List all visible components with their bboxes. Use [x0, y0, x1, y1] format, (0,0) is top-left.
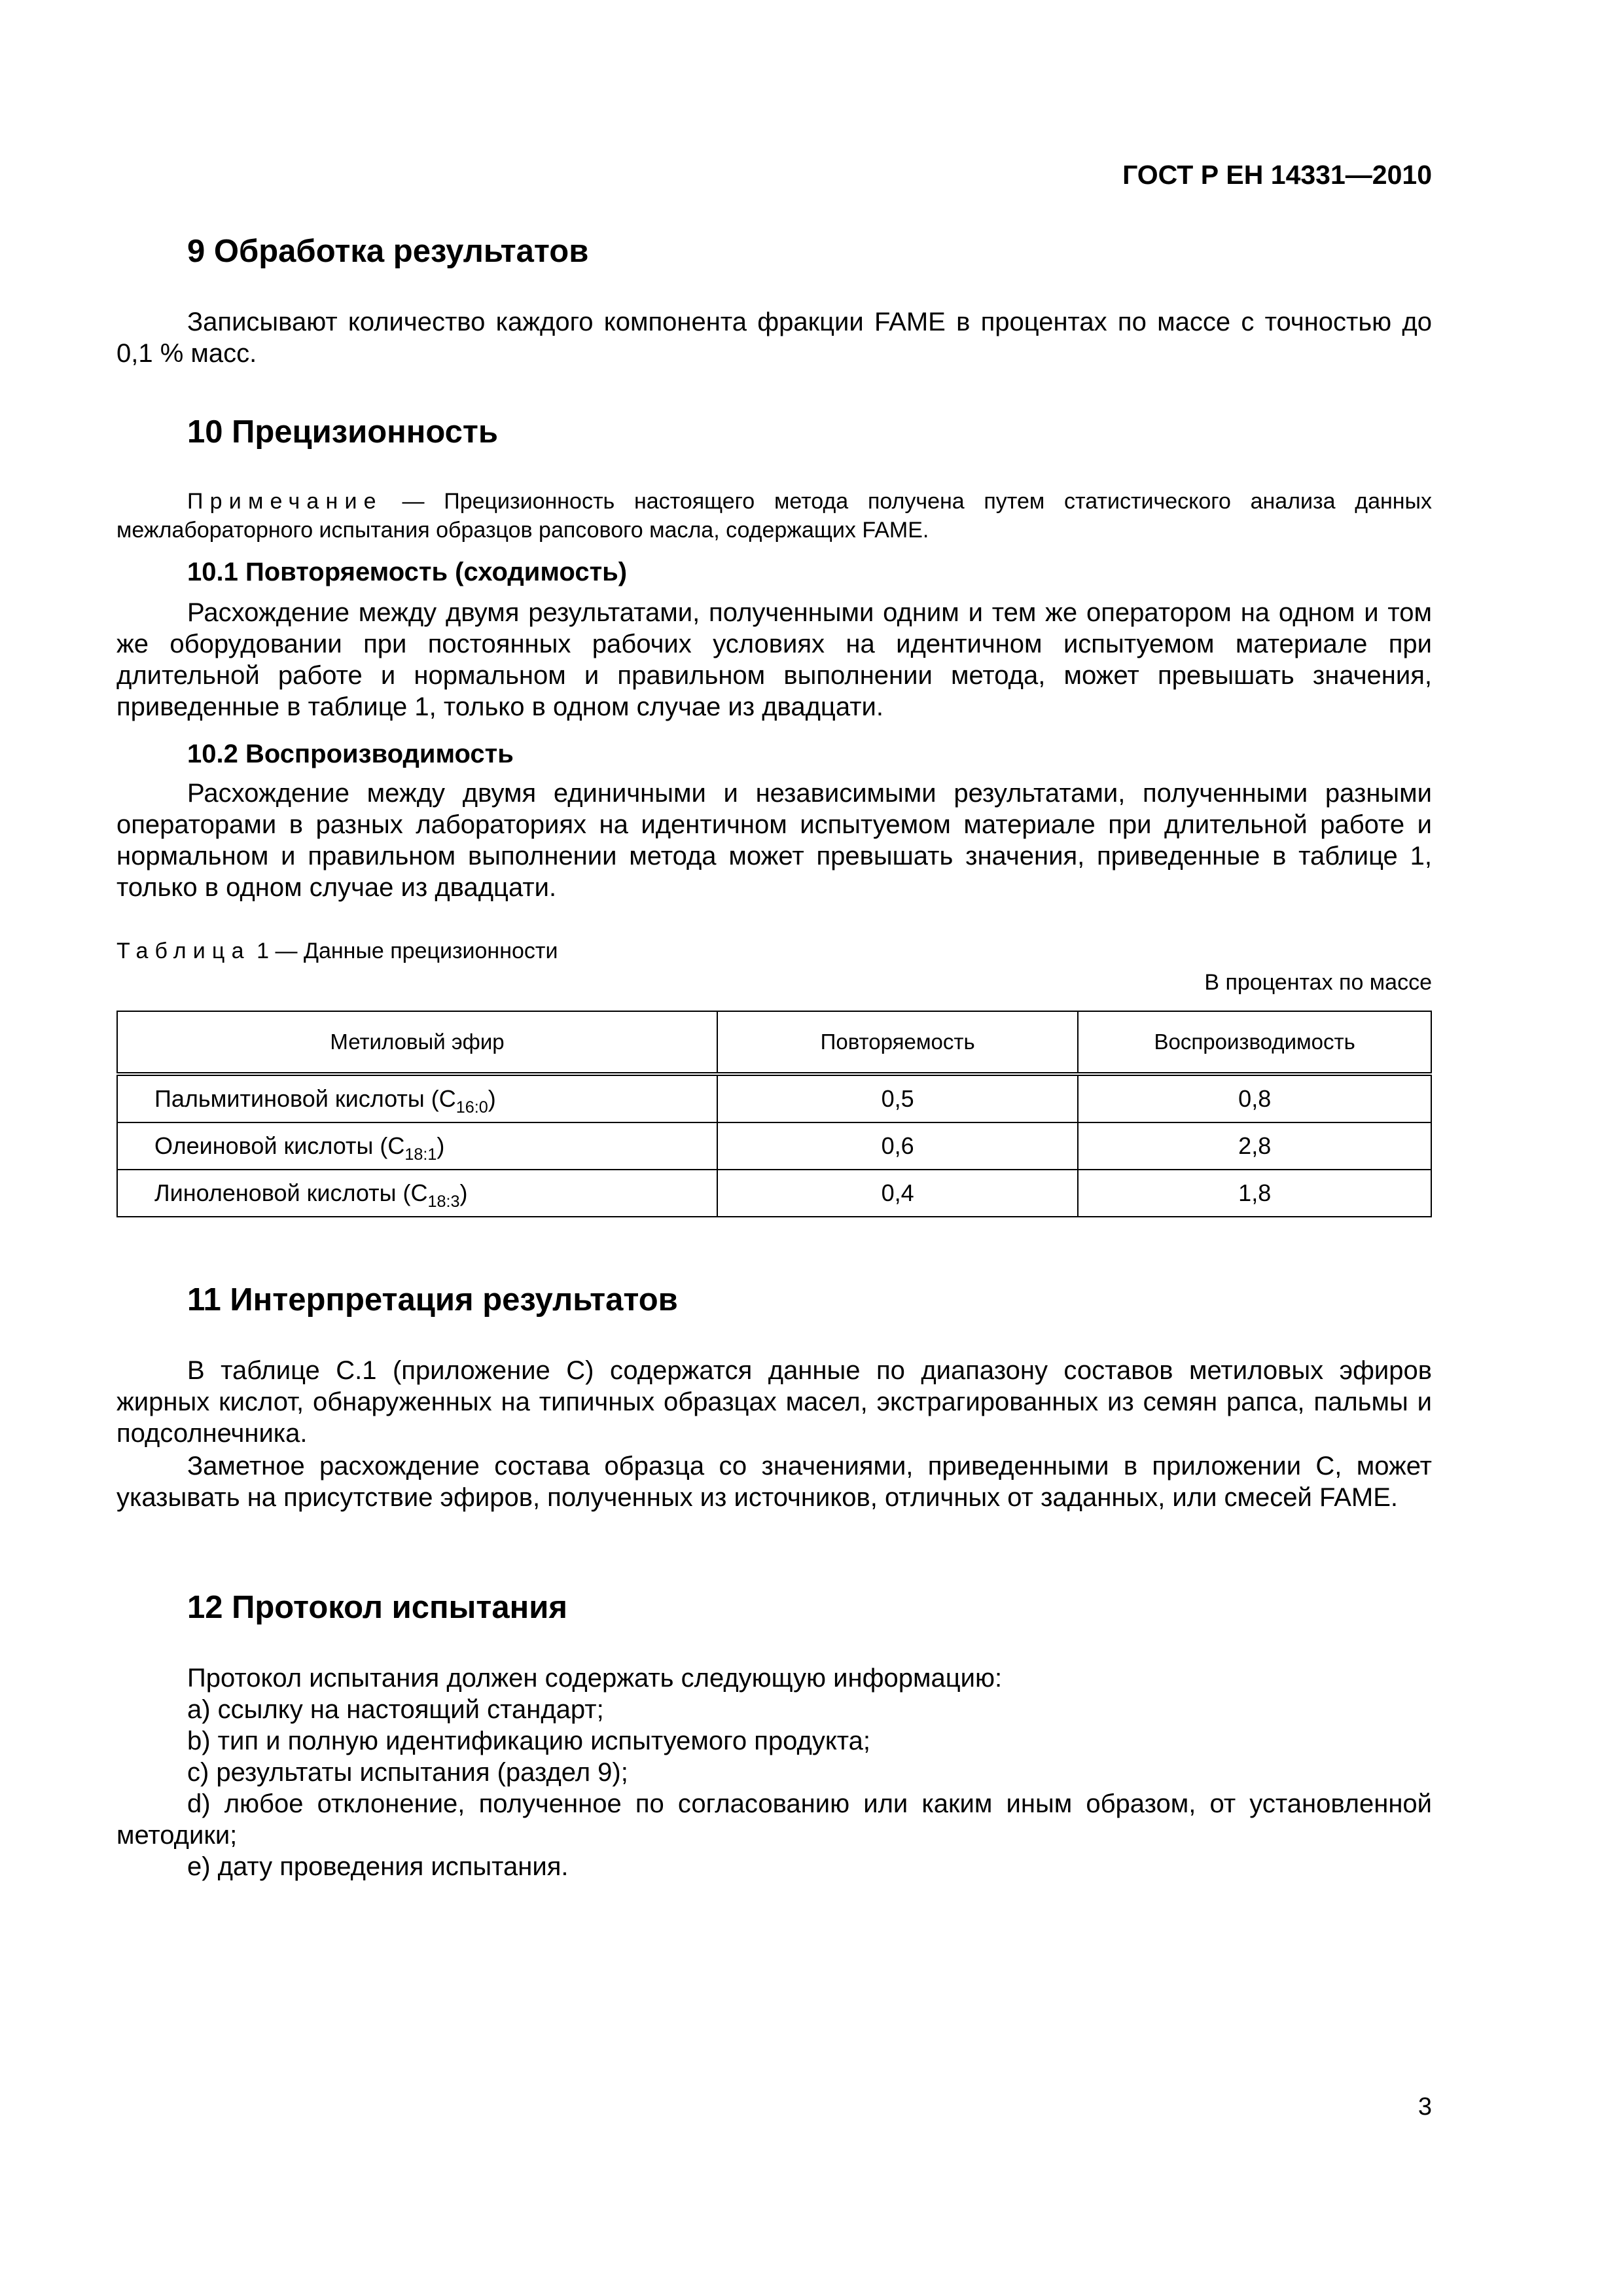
subsection-10-1-heading: 10.1 Повторяемость (сходимость): [187, 558, 628, 586]
precision-table: [116, 1011, 1432, 1217]
table-row: [117, 1074, 1431, 1122]
repeatability-cell: 0,4: [717, 1170, 1078, 1217]
table-row: [117, 1170, 1431, 1217]
section-11-paragraph-2: Заметное расхождение состава образца со значениями, приведенными в приложении С, может указывать на присутствие эфиров, полученных из источников, отличных от заданных, или смесей FAME.: [116, 1452, 1432, 1512]
subsection-10-1-paragraph: Расхождение между двумя результатами, полученными одним и тем же оператором на одном и том же оборудовании при постоянных рабочих условиях на идентичном испытуемом материале при длительной работе и нормальном и правильном выполнении метода, может превышать значения, приведенные в таблице 1, только в одном случае из двадцати.: [116, 598, 1432, 721]
table-caption-text: 1 — Данные прецизионности: [250, 939, 558, 963]
document-code: ГОСТ Р ЕН 14331—2010: [1122, 160, 1432, 190]
ester-name-cell: Линоленовой кислоты $(C_{18:3})$: [117, 1170, 717, 1217]
table-row: [117, 1122, 1431, 1170]
column-header-reproducibility: Воспроизводимость: [1078, 1011, 1431, 1074]
list-item: d) любое отклонение, полученное по согласованию или каким иным образом, от установленной методики;: [116, 1789, 1432, 1850]
ester-name-cell: Олеиновой кислоты $(C_{18:1})$: [117, 1122, 717, 1170]
note-text: — Прецизионность настоящего метода получена путем статистического анализа данных межлабораторного испытания образцов рапсового масла, содержащих FAME.: [116, 489, 1432, 543]
section-10-heading: 10 Прецизионность: [187, 414, 499, 450]
section-9-heading: 9 Обработка результатов: [187, 234, 589, 269]
note-label: Примечание: [187, 489, 383, 514]
reproducibility-cell: 0,8: [1078, 1074, 1431, 1122]
subsection-10-2-heading: 10.2 Воспроизводимость: [187, 740, 514, 768]
page-number: 3: [1418, 2093, 1432, 2121]
table-1-units: В процентах по массе: [1204, 970, 1432, 995]
reproducibility-cell: 2,8: [1078, 1122, 1431, 1170]
subsection-10-2-paragraph: Расхождение между двумя единичными и независимыми результатами, полученными разными операторами в разных лабораториях на идентичном испытуемом материале при длительной работе и нормальном и правильном выполнении метода может превышать значения, приведенные в таблице 1, только в одном случае из двадцати.: [116, 779, 1432, 902]
repeatability-cell: 0,5: [717, 1074, 1078, 1122]
section-11-paragraph-1: В таблице С.1 (приложение С) содержатся данные по диапазону составов метиловых эфиров жирных кислот, обнаруженных на типичных образцах масел, экстрагированных из семян рапса, пальмы и подсолнечника.: [116, 1356, 1432, 1448]
column-header-methyl-ester: Метиловый эфир: [117, 1011, 717, 1074]
section-10-note: [116, 487, 1432, 545]
list-item: c) результаты испытания (раздел 9);: [187, 1758, 628, 1787]
column-header-repeatability: Повторяемость: [717, 1011, 1078, 1074]
repeatability-cell: 0,6: [717, 1122, 1078, 1170]
section-12-heading: 12 Протокол испытания: [187, 1590, 567, 1625]
section-9-paragraph: Записывают количество каждого компонента фракции FAME в процентах по массе с точностью до 0,1 % масс.: [116, 308, 1432, 368]
list-item: e) дату проведения испытания.: [187, 1852, 569, 1881]
table-1-caption: [116, 939, 558, 964]
reproducibility-cell: 1,8: [1078, 1170, 1431, 1217]
section-12-intro: Протокол испытания должен содержать следующую информацию:: [187, 1664, 1003, 1693]
table-header-row: [117, 1011, 1431, 1074]
list-item: a) ссылку на настоящий стандарт;: [187, 1695, 604, 1724]
section-11-heading: 11 Интерпретация результатов: [187, 1282, 678, 1318]
list-item: b) тип и полную идентификацию испытуемого продукта;: [187, 1727, 871, 1755]
ester-name-cell: Пальмитиновой кислоты $(C_{16:0})$: [117, 1074, 717, 1122]
table-caption-label: Таблица: [116, 939, 251, 963]
